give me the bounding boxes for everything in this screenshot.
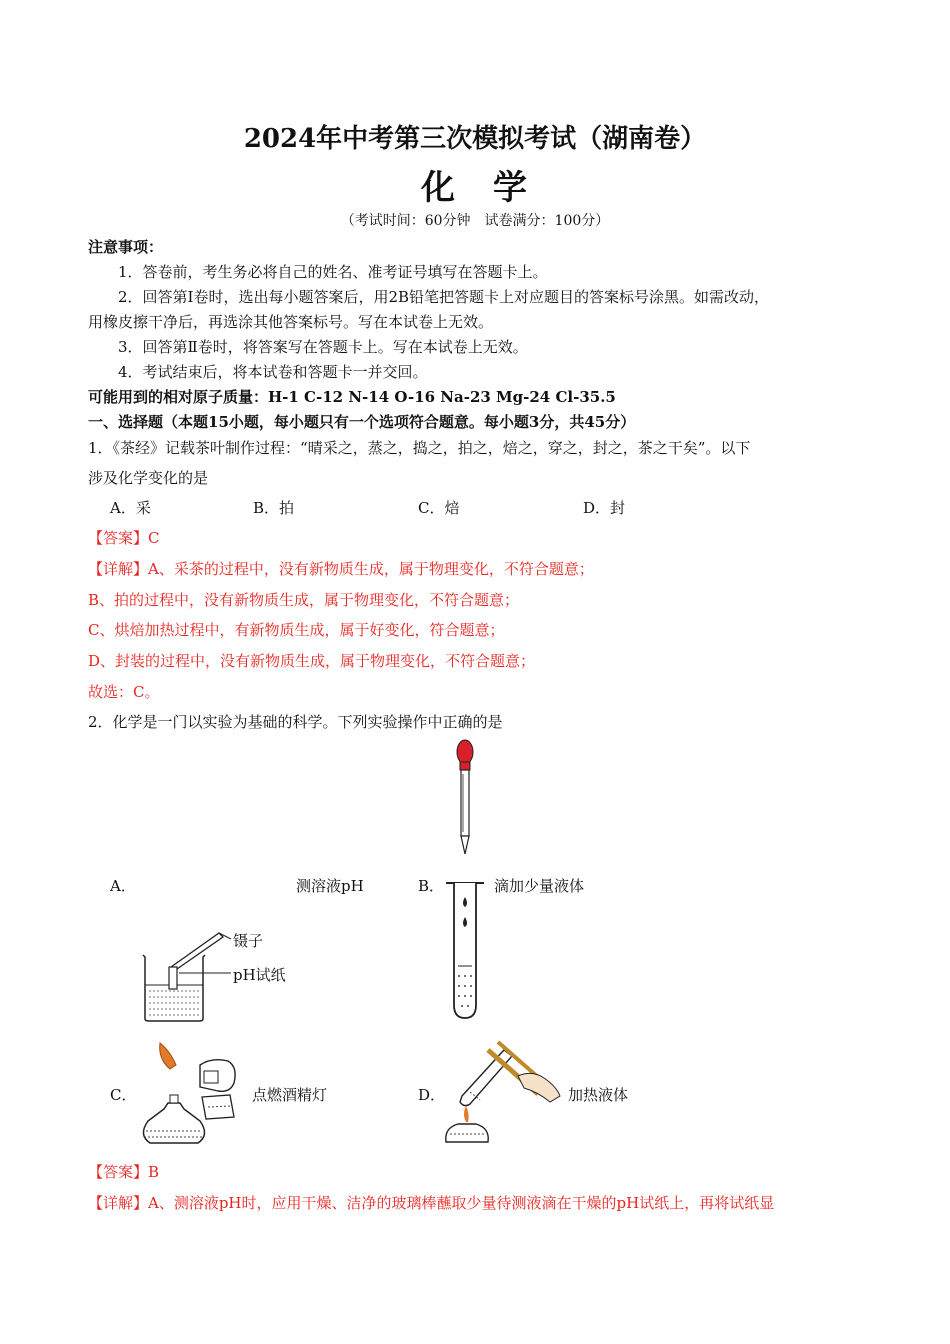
q1-detail: C、烘焙加热过程中，有新物质生成，属于好变化，符合题意； [88,621,505,639]
atomic-mass-line: 可能用到的相对原子质量：H-1 C-12 N-14 O-16 Na-23 Mg-24 Cl-35.5 [88,388,616,406]
q2-option-a-caption: 测溶液pH [296,877,364,895]
subject-title [0,160,950,209]
q2-option-b-letter: B． [418,877,445,895]
section-heading: 一、选择题（本题15小题，每小题只有一个选项符合题意。每小题3分，共45分） [88,413,636,431]
q1-option-d: D．封 [583,499,626,517]
q2-option-d-letter: D． [418,1086,446,1104]
q1-detail: 【详解】A、采茶的过程中，没有新物质生成，属于物理变化，不符合题意； [88,560,594,578]
q1-stem-cont: 涉及化学变化的是 [88,469,209,487]
note-item: 用橡皮擦干净后，再选涂其他答案标号。写在本试卷上无效。 [88,313,494,331]
test-tube-figure [440,880,490,1025]
q2-option-d-caption: 加热液体 [568,1086,629,1104]
note-item: 4．考试结束后，将本试卷和答题卡一并交回。 [118,363,428,381]
q1-detail: B、拍的过程中，没有新物质生成，属于物理变化，不符合题意； [88,591,520,609]
alcohol-lamp-lighting-figure [130,1035,250,1150]
q1-answer: 【答案】C [88,529,160,547]
q1-detail: 故选：C。 [88,683,160,701]
note-item: 1．答卷前，考生务必将自己的姓名、准考证号填写在答题卡上。 [118,263,548,281]
label-tweezers: 镊子 [233,932,264,950]
beaker-ph-figure [135,925,245,1025]
q2-option-a-letter: A． [110,877,136,895]
label-ph-paper: pH试纸 [233,966,286,984]
q1-option-c: C．焙 [418,499,460,517]
q2-option-c-caption: 点燃酒精灯 [252,1086,328,1104]
heating-liquid-figure [440,1030,570,1150]
note-item: 2．回答第Ⅰ卷时，选出每小题答案后，用2B铅笔把答题卡上对应题目的答案标号涂黑。如需改动， [118,288,770,306]
subject-char-1: 化 [421,168,457,208]
q2-option-b-caption: 滴加少量液体 [494,877,585,895]
exam-meta: （考试时间：60分钟 试卷满分：100分） [340,213,610,229]
exam-title: 2024年中考第三次模拟考试（湖南卷） [243,124,707,154]
q1-detail: D、封装的过程中，没有新物质生成，属于物理变化，不符合题意； [88,652,536,670]
q2-answer: 【答案】B [88,1163,160,1181]
q2-stem: 2．化学是一门以实验为基础的科学。下列实验操作中正确的是 [88,713,503,731]
q1-stem: 1．《茶经》记载茶叶制作过程：“晴采之，蒸之，捣之，拍之，焙之，穿之，封之，茶之干矣”。以下 [88,439,751,457]
q1-option-b: B．拍 [253,499,295,517]
q2-option-c-letter: C． [110,1086,137,1104]
subject-char-2: 学 [493,168,529,208]
q1-option-a: A．采 [110,499,151,517]
note-item: 3．回答第Ⅱ卷时，将答案写在答题卡上。写在本试卷上无效。 [118,338,528,356]
dropper-figure [440,738,490,858]
q2-detail: 【详解】A、测溶液pH时，应用干燥、洁净的玻璃棒蘸取少量待测液滴在干燥的pH试纸上，再将试纸显 [88,1194,775,1212]
notes-heading: 注意事项： [88,238,164,256]
